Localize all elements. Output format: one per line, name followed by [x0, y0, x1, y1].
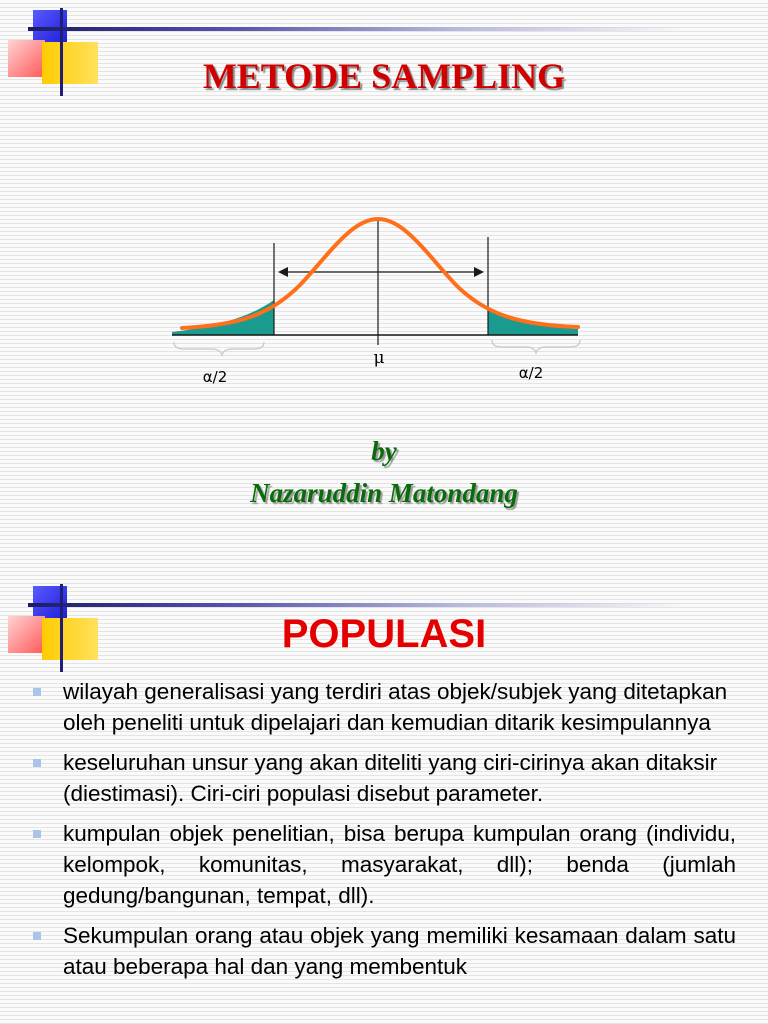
list-item: [30, 747, 736, 809]
author-name: Nazaruddin Matondang: [250, 478, 518, 508]
author-by: by: [371, 436, 397, 466]
left-tail-area: [172, 300, 274, 335]
list-item: [30, 676, 736, 738]
left-brace: [174, 342, 264, 355]
slide-populasi: [0, 576, 768, 1024]
right-brace: [492, 340, 580, 353]
bullet-text: Sekumpulan orang atau objek yang memiliki kesamaan dalam satu atau beberapa hal dan yang membentuk: [63, 923, 736, 979]
bullet-list: [30, 676, 736, 991]
bell-curve: [182, 219, 578, 328]
normal-distribution-diagram: [160, 205, 600, 395]
bullet-text: kumpulan objek penelitian, bisa berupa kumpulan orang (individu, kelompok, komunitas, masyarakat, dll); benda (jumlah gedung/bangunan, tempat, dll).: [63, 821, 736, 908]
arrow-head-right-icon: [474, 267, 484, 277]
arrow-head-left-icon: [278, 267, 288, 277]
horizontal-rule-decoration: [28, 603, 688, 607]
slide-title: METODE SAMPLING: [202, 56, 566, 96]
left-alpha-label: α/2: [202, 368, 228, 386]
mean-label: μ: [373, 348, 385, 368]
bullet-square-icon: [33, 932, 41, 940]
bullet-text: wilayah generalisasi yang terdiri atas objek/subjek yang ditetapkan oleh peneliti untuk dipelajari dan kemudian ditarik kesimpulannya: [63, 679, 728, 735]
right-alpha-label: α/2: [518, 364, 544, 382]
bullet-square-icon: [33, 830, 41, 838]
bullet-text: keseluruhan unsur yang akan diteliti yang ciri-cirinya akan ditaksir (diestimasi). Ciri-ciri populasi disebut parameter.: [63, 750, 718, 806]
slide-title: POPULASI: [281, 612, 487, 656]
list-item: [30, 920, 736, 982]
list-item: [30, 818, 736, 911]
bullet-square-icon: [33, 688, 41, 696]
horizontal-rule-decoration: [28, 27, 688, 31]
bullet-square-icon: [33, 759, 41, 767]
